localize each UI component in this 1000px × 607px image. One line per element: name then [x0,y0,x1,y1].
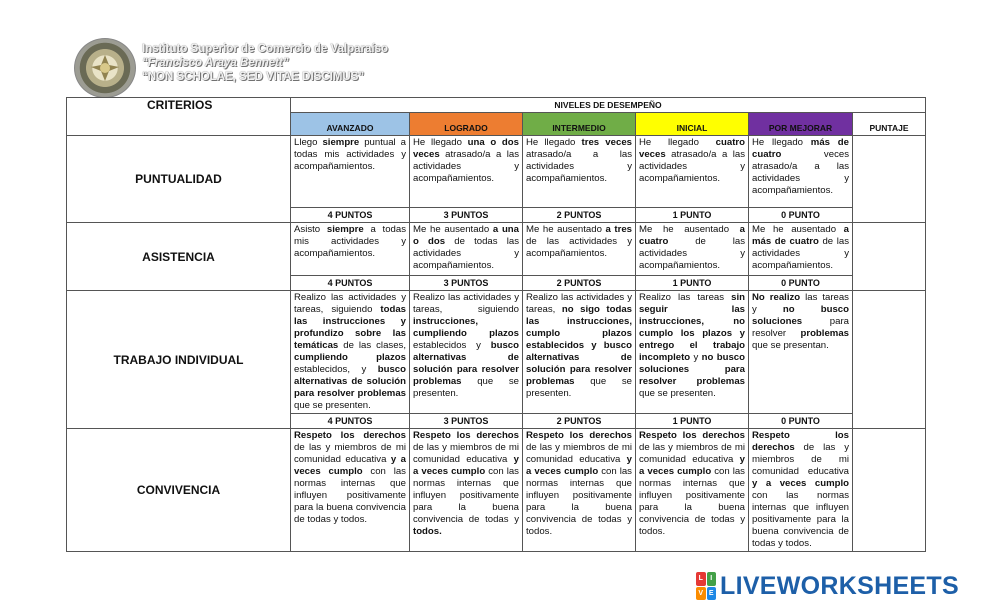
liveworksheets-logo-icon: L I V E [696,572,716,600]
criterion-label: ASISTENCIA [67,223,291,291]
points-label: 1 PUNTO [636,276,749,291]
score-cell[interactable] [853,291,926,429]
descriptor-cell: Llego siempre puntual a todas mis actividades y acompañamientos. [291,136,410,208]
score-cell[interactable] [853,223,926,291]
points-label: 3 PUNTOS [410,208,523,223]
level-inicial: INICIAL [636,113,749,136]
points-label: 2 PUNTOS [523,414,636,429]
school-header [74,38,494,98]
descriptor-cell: Realizo las actividades y tareas, no sigo todas las instrucciones, cumplo plazos establecidos y busco alternativas de solución para resolver problemas que se presenten. [523,291,636,414]
school-name: “Francisco Araya Bennett” [142,57,289,69]
level-por-mejorar: POR MEJORAR [749,113,853,136]
points-label: 0 PUNTO [749,208,853,223]
institution-name: Instituto Superior de Comercio de Valparaíso [142,43,389,55]
watermark-text: LIVEWORKSHEETS [720,571,959,600]
points-label: 2 PUNTOS [523,276,636,291]
points-label: 0 PUNTO [749,276,853,291]
descriptor-cell: He llegado más de cuatro veces atrasado/a a las actividades y acompañamientos. [749,136,853,208]
points-label: 1 PUNTO [636,414,749,429]
points-label: 0 PUNTO [749,414,853,429]
criteria-header: CRITERIOS [67,98,291,136]
points-label: 4 PUNTOS [291,414,410,429]
descriptor-cell: Me he ausentado a más de cuatro de las actividades y acompañamientos. [749,223,853,276]
school-motto: “NON SCHOLAE, SED VITAE DISCIMUS” [142,71,365,83]
descriptor-cell: He llegado tres veces atrasado/a a las actividades y acompañamientos. [523,136,636,208]
criterion-row [67,291,926,414]
descriptor-cell: He llegado una o dos veces atrasado/a a las actividades y acompañamientos. [410,136,523,208]
descriptor-cell: Me he ausentado a una o dos de todas las actividades y acompañamientos. [410,223,523,276]
descriptor-cell: Respeto los derechos de las y miembros de mi comunidad educativa y a veces cumplo con las normas internas que influyen positivamente para la buena convivencia de todas y todos. [523,429,636,552]
level-logrado: LOGRADO [410,113,523,136]
descriptor-cell: Asisto siempre a todas mis actividades y acompañamientos. [291,223,410,276]
points-label: 3 PUNTOS [410,414,523,429]
descriptor-cell: Realizo las tareas sin seguir las instrucciones, no cumplo los plazos y entrego el trabajo incompleto y no busco soluciones para resolver problemas que se presenten. [636,291,749,414]
descriptor-cell: Me he ausentado a cuatro de las actividades y acompañamientos. [636,223,749,276]
levels-header: NIVELES DE DESEMPEÑO [291,98,926,113]
descriptor-cell: Respeto los derechos de las y miembros de mi comunidad educativa y a veces cumplo con las normas internas que influyen positivamente para la buena convivencia de todas y todos. [749,429,853,552]
points-label: 4 PUNTOS [291,276,410,291]
school-crest-logo [74,38,136,98]
descriptor-cell: Respeto los derechos de las y miembros de mi comunidad educativa y a veces cumplo con las normas internas que influyen positivamente para la buena convivencia de todas y todos. [410,429,523,552]
descriptor-cell: No realizo las tareas y no busco soluciones para resolver problemas que se presentan. [749,291,853,414]
descriptor-cell: Me he ausentado a tres de las actividades y acompañamientos. [523,223,636,276]
descriptor-cell: Respeto los derechos de las y miembros de mi comunidad educativa y a veces cumplo con las normas internas que influyen positivamente para la buena convivencia de todas y todos. [291,429,410,552]
level-avanzado: AVANZADO [291,113,410,136]
criterion-label: CONVIVENCIA [67,429,291,552]
criterion-row [67,223,926,276]
criterion-label: TRABAJO INDIVIDUAL [67,291,291,429]
descriptor-cell: Realizo las actividades y tareas, siguiendo instrucciones, cumpliendo plazos establecidos y busco alternativas de solución para resolver problemas que se presenten. [410,291,523,414]
criterion-row [67,136,926,208]
descriptor-cell: Respeto los derechos de las y miembros de mi comunidad educativa y a veces cumplo con las normas internas que influyen positivamente para la buena convivencia de todas y todos. [636,429,749,552]
score-cell[interactable] [853,136,926,223]
header-text [142,42,388,84]
points-label: 1 PUNTO [636,208,749,223]
level-intermedio: INTERMEDIO [523,113,636,136]
criterion-label: PUNTUALIDAD [67,136,291,223]
descriptor-cell: Realizo las actividades y tareas, siguiendo todas las instrucciones y profundizo sobre las temáticas de las clases, cumpliendo plazos establecidos, y busco alternativas de solución para resolver problemas que se presenten. [291,291,410,414]
rubric-table [66,97,926,552]
criterion-row [67,429,926,552]
points-label: 2 PUNTOS [523,208,636,223]
points-label: 4 PUNTOS [291,208,410,223]
score-cell[interactable] [853,429,926,552]
points-label: 3 PUNTOS [410,276,523,291]
score-header: PUNTAJE [853,113,926,136]
descriptor-cell: He llegado cuatro veces atrasado/a a las actividades y acompañamientos. [636,136,749,208]
liveworksheets-watermark [696,571,959,601]
